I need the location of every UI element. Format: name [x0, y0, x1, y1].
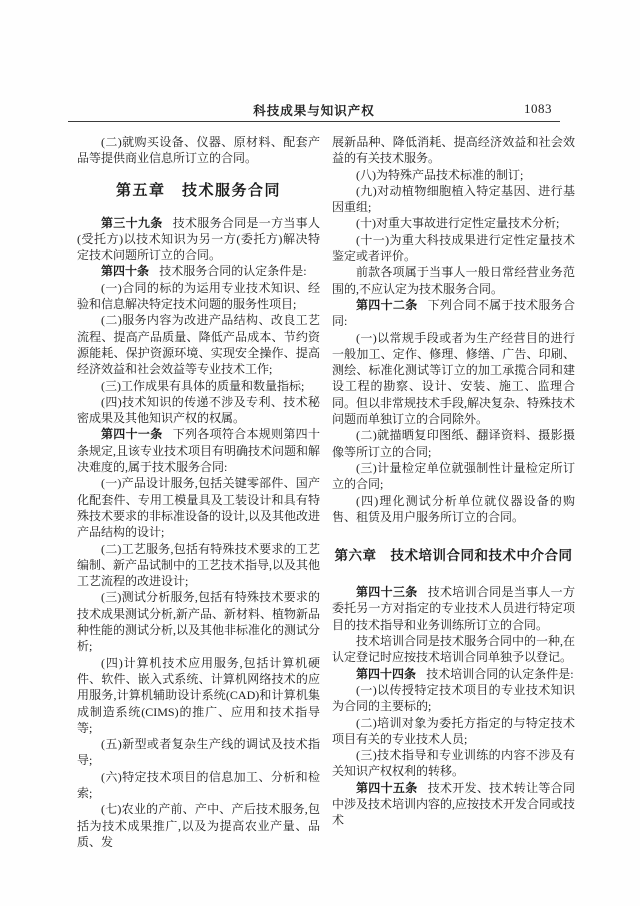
paragraph: (三)测试分析服务,包括有特殊技术要求的技术成果测试分析,新产品、新材料、植物新品种性能的测试分析,以及其他非标准化的测试分析; — [77, 590, 321, 654]
paragraph: (六)特定技术项目的信息加工、分析和检索; — [77, 769, 320, 800]
paragraph: (二)就描晒复印图纸、翻译资料、摄影摄像等所订立的合同; — [332, 428, 575, 459]
paragraph — [332, 297, 575, 330]
text-columns — [77, 134, 575, 850]
left-column — [77, 134, 320, 850]
paragraph-text: 技术开发、技术转让等合同中涉及技术培训内容的,应按技术开发合同或技术 — [332, 780, 576, 828]
paragraph: 前款各项属于当事人一般日常经营业务范围的,不应认定为技术服务合同。 — [332, 265, 575, 296]
paragraph-text: 下列各项符合本规则第四十条规定,且该专业技术项目有明确技术问题和解决难度的,属于技术服务合同: — [77, 427, 321, 475]
paragraph-text: 下列合同不属于技术服务合同: — [332, 297, 575, 329]
paragraph: (四)技术知识的传递不涉及专利、技术秘密成果及其他知识产权的权属。 — [77, 394, 320, 426]
running-head-title: 科技成果与知识产权 — [253, 104, 375, 118]
article-number: 第三十九条 — [101, 215, 163, 230]
paragraph: (四)计算机技术应用服务,包括计算机硬件、软件、嵌入式系统、计算机网络技术的应用服务,计算机辅助设计系统(CAD)和计算机集成制造系统(CIMS)的推广、应用和技术指导等; — [77, 655, 320, 735]
paragraph: (三)技术指导和专业训练的内容不涉及有关知识产权权利的转移。 — [332, 748, 575, 779]
paragraph: (三)计量检定单位就强制性计量检定所订立的合同; — [332, 460, 575, 492]
paragraph: (九)对动植物细胞植入特定基因、进行基因重组; — [332, 183, 575, 215]
page-number: 1083 — [524, 101, 552, 116]
article-number: 第四十四条 — [356, 666, 417, 681]
paragraph: (一)以常规手段或者为生产经营目的进行一般加工、定作、修理、修缮、广告、印刷、测绘、标准化测试等订立的加工承揽合同和建设工程的勘察、设计、安装、施工、监理合同。但以非常规技术手段,解决复杂、特殊技术问题而单独订立的合同除外。 — [332, 330, 576, 427]
article-number: 第四十一条 — [101, 427, 163, 442]
paragraph: (十一)为重大科技成果进行定性定量技术鉴定或者评价。 — [332, 232, 575, 264]
paragraph: (四)理化测试分析单位就仪器设备的购售、租赁及用户服务所订立的合同。 — [332, 493, 575, 524]
paragraph: (七)农业的产前、产中、产后技术服务,包括为技术成果推广,以及为提高农业产量、品质、发 — [77, 802, 320, 849]
paragraph: (一)产品设计服务,包括关键零部件、国产化配套件、专用工模量具及工装设计和具有特殊技术要求的非标准设备的设计,以及其他改进产品结构的设计; — [77, 476, 321, 540]
paragraph: (二)培训对象为委托方指定的与特定技术项目有关的专业技术人员; — [332, 715, 575, 746]
running-head — [68, 99, 560, 122]
paragraph — [77, 215, 320, 264]
paragraph — [332, 584, 575, 633]
paragraph — [77, 263, 320, 279]
paragraph: (三)工作成果有具体的质量和数量指标; — [101, 378, 305, 393]
paragraph: (二)工艺服务,包括有特殊技术要求的工艺编制、新产品试制中的工艺技术指导,以及其他工艺流程的改进设计; — [77, 541, 321, 589]
paragraph: (二)服务内容为改进产品结构、改良工艺流程、提高产品质量、降低产品成本、节约资源能耗、保护资源环境、实现安全操作、提高经济效益和社会效益等专业技术工作; — [77, 313, 320, 377]
paragraph: (五)新型或者复杂生产线的调试及技术指导; — [77, 737, 320, 768]
right-column — [332, 134, 575, 850]
paragraph-text: 技术培训合同的认定条件是: — [426, 666, 574, 681]
chapter-heading: 第六章 技术培训合同和技术中介合同 — [334, 548, 573, 564]
paragraph: (八)为特殊产品技术标准的制订; — [356, 167, 524, 182]
paragraph-text: 技术培训合同是当事人一方委托另一方对指定的专业技术人员进行特定项目的技术指导和业务训练所订立的合同。 — [332, 585, 575, 632]
paragraph: 技术培训合同是技术服务合同中的一种,在认定登记时应按技术培训合同单独予以登记。 — [332, 634, 576, 665]
paragraph: (二)就购买设备、仪器、原材料、配套产品等提供商业信息所订立的合同。 — [77, 135, 320, 166]
paragraph — [332, 666, 575, 682]
article-number: 第四十三条 — [356, 585, 418, 600]
paragraph-text: 技术服务合同的认定条件是: — [159, 264, 307, 279]
paragraph: 展新品种、降低消耗、提高经济效益和社会效益的有关技术服务。 — [332, 135, 575, 166]
paragraph — [77, 426, 320, 475]
article-number: 第四十二条 — [356, 297, 418, 312]
paragraph-text: 技术服务合同是一方当事人(受托方)以技术知识为另一方(委托方)解决特定技术问题所订立的合同。 — [77, 215, 320, 263]
paragraph: (一)以传授特定技术项目的专业技术知识为合同的主要标的; — [332, 682, 575, 714]
paragraph: (十)对重大事故进行定性定量技术分析; — [356, 216, 560, 231]
article-number: 第四十五条 — [356, 780, 418, 795]
paragraph — [332, 780, 575, 829]
article-number: 第四十条 — [101, 264, 150, 279]
paragraph: (一)合同的标的为运用专业技术知识、经验和信息解决特定技术问题的服务性项目; — [77, 280, 320, 312]
chapter-heading: 第五章 技术服务合同 — [115, 182, 281, 199]
